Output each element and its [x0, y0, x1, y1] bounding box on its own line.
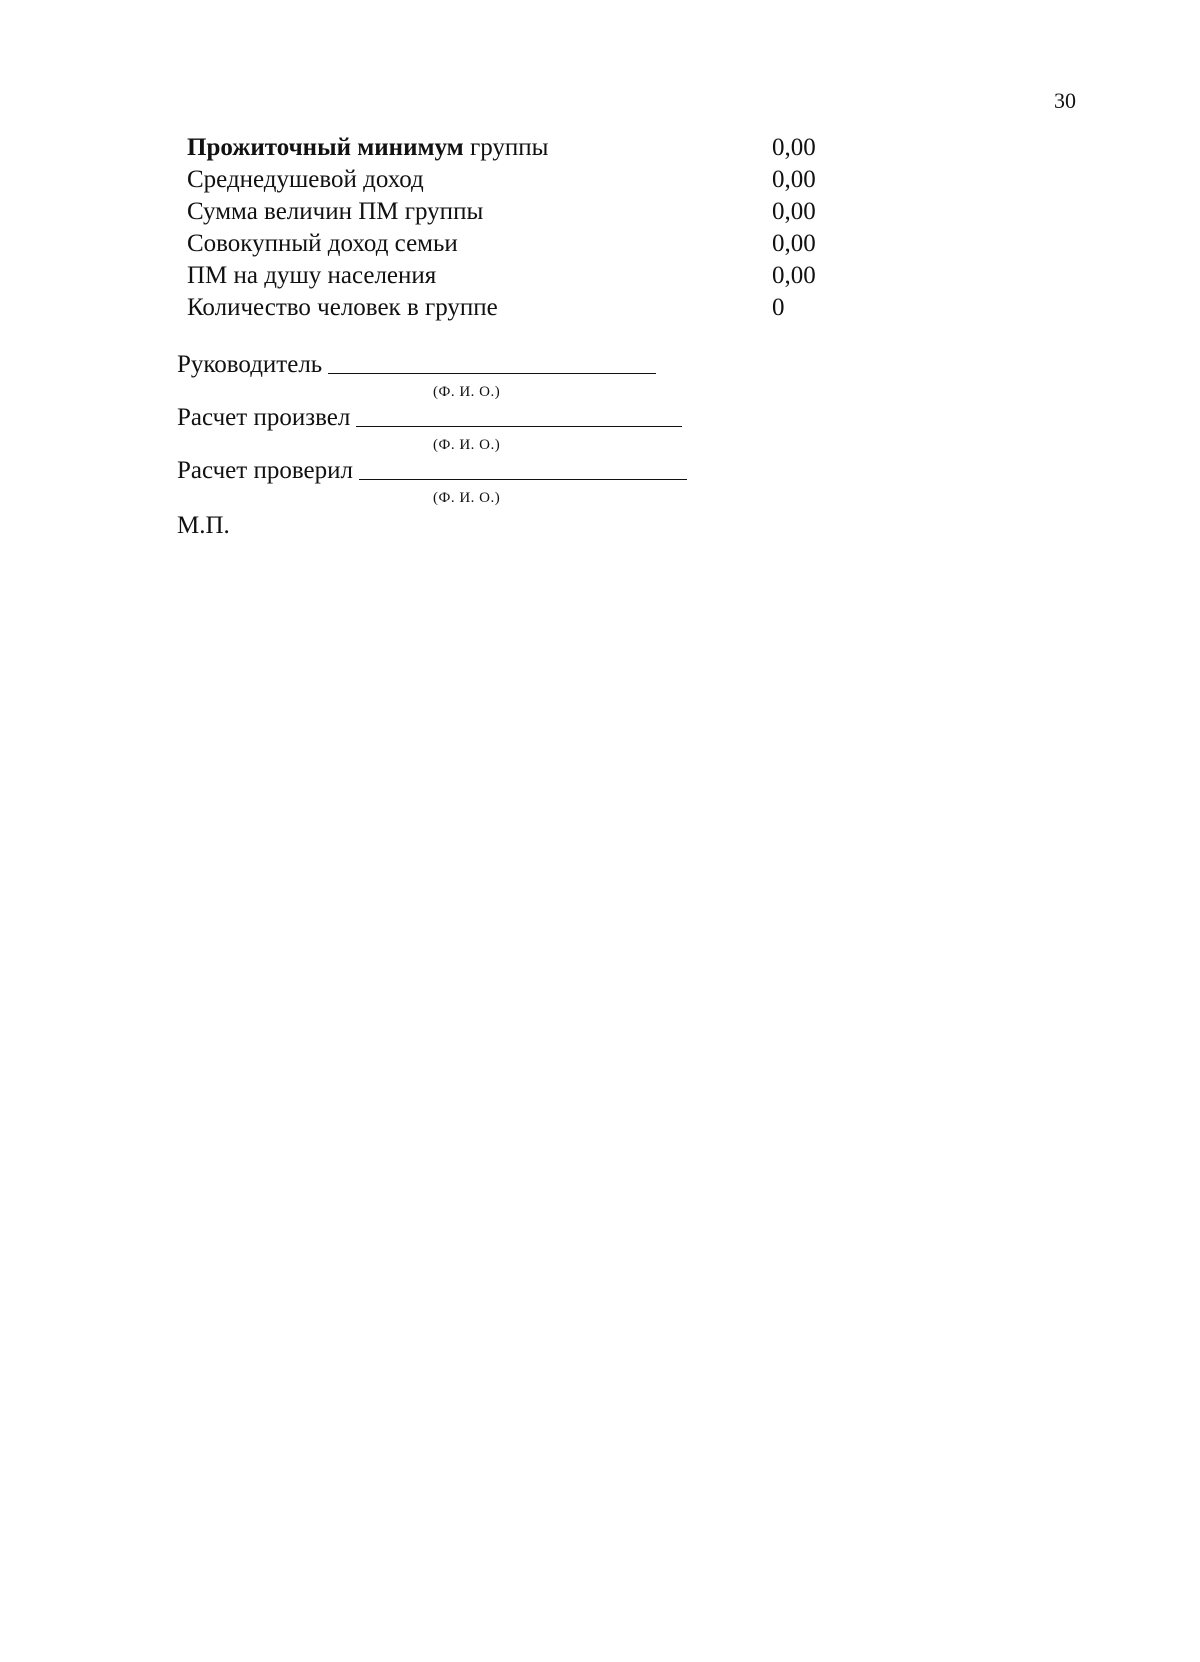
signature-blank[interactable]: [359, 478, 687, 480]
signature-section: [177, 350, 737, 509]
signature-line: [177, 350, 737, 380]
summary-row: [187, 260, 827, 292]
summary-row: [187, 292, 827, 324]
summary-row-label: [187, 196, 772, 228]
stamp-place-label: М.П.: [177, 512, 230, 539]
summary-row-label-text: Количество человек в группе: [187, 294, 498, 321]
signature-block-calculated: [177, 403, 737, 456]
signature-blank[interactable]: [328, 372, 656, 374]
summary-row-value: 0: [772, 294, 785, 321]
summary-row: [187, 196, 827, 228]
signature-line: [177, 456, 737, 486]
summary-table: [187, 132, 827, 324]
signature-label: Расчет произвел: [177, 404, 351, 431]
summary-row-value: 0,00: [772, 198, 816, 225]
summary-row-value: 0,00: [772, 134, 816, 161]
summary-row-value: 0,00: [772, 262, 816, 289]
summary-row-label-text: Среднедушевой доход: [187, 166, 424, 193]
signature-label: Руководитель: [177, 351, 323, 378]
signature-caption: (Ф. И. О.): [433, 490, 501, 506]
summary-row-label: [187, 164, 772, 196]
summary-row: [187, 228, 827, 260]
summary-row-label-text: группы: [463, 134, 549, 161]
summary-row-value: 0,00: [772, 230, 816, 257]
signature-label: Расчет проверил: [177, 457, 353, 484]
page-number: 30: [1054, 88, 1076, 113]
signature-block-head: [177, 350, 737, 403]
summary-row-label: [187, 228, 772, 260]
summary-row: [187, 132, 827, 164]
signature-block-checked: [177, 456, 737, 509]
summary-row-label-bold: Прожиточный минимум: [187, 134, 464, 161]
signature-caption: (Ф. И. О.): [433, 384, 501, 400]
summary-row-label: [187, 132, 772, 164]
summary-row-value: 0,00: [772, 166, 816, 193]
summary-row-label-text: Сумма величин ПМ группы: [187, 198, 484, 225]
signature-blank[interactable]: [356, 425, 682, 427]
summary-row: [187, 164, 827, 196]
signature-line: [177, 403, 737, 433]
summary-row-label: [187, 260, 772, 292]
summary-row-label-text: Совокупный доход семьи: [187, 230, 458, 257]
summary-row-label: [187, 292, 772, 324]
summary-row-label-text: ПМ на душу населения: [187, 262, 437, 289]
signature-caption: (Ф. И. О.): [433, 437, 501, 453]
